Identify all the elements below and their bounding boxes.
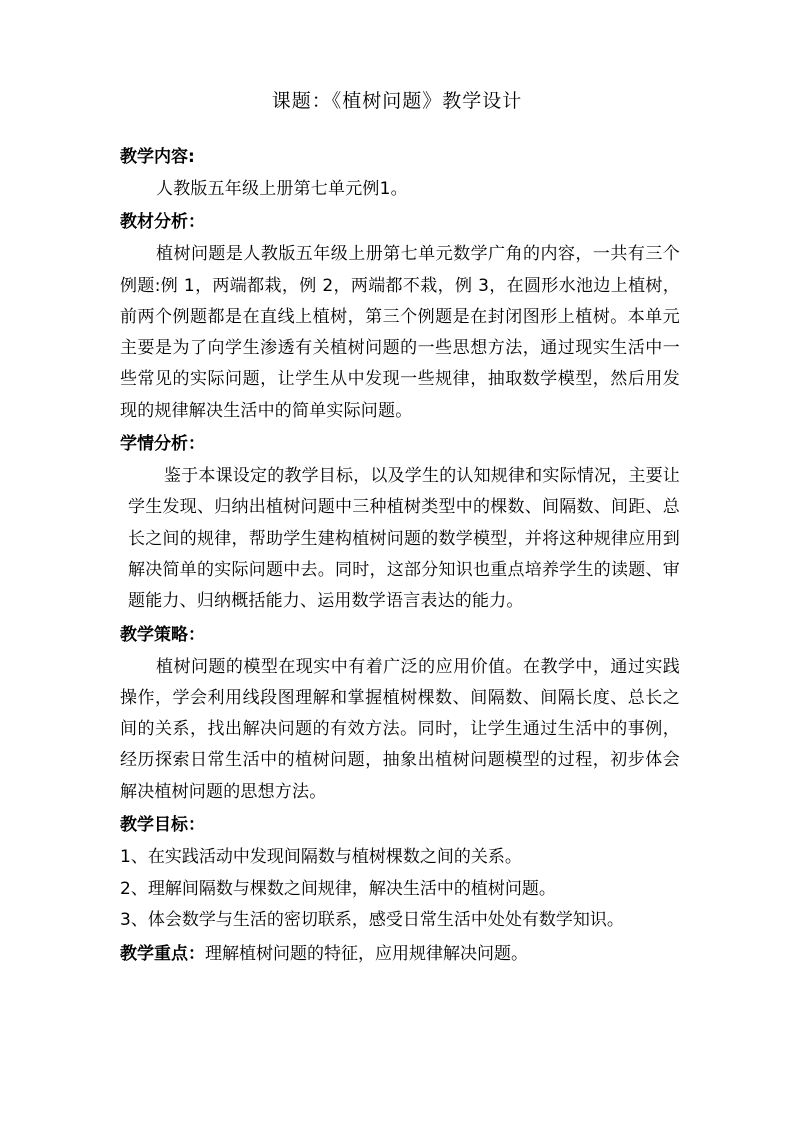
goal-item: 1、在实践活动中发现间隔数与植树棵数之间的关系。 [120, 847, 522, 868]
section-text-material: 植树问题是人教版五年级上册第七单元数学广角的内容，一共有三个例题:例 1，两端都栽，例 2，两端都不栽，例 3，在圆形水池边上植树，前两个例题都是在直线上植树，第三个例题是在封闭图形上植树。本单元主要是为了向学生渗透有关植树问题的一些思想方法，通过现实生活中一些常见的实际问题，让学生从中发现一些规律，抽取数学模型，然后用发现的规律解决生活中的简单实际问题。 [120, 244, 680, 421]
section-text-content: 人教版五年级上册第七单元例1。 [156, 179, 408, 199]
section-text-strategy: 植树问题的模型在现实中有着广泛的应用价值。在教学中，通过实践操作，学会利用线段图理解和掌握植树棵数、间隔数、间隔长度、总长之间的关系，找出解决问题的有效方法。同时，让学生通过生活中的事例，经历探索日常生活中的植树问题，抽象出植树问题模型的过程，初步体会解决植树问题的思想方法。 [120, 656, 680, 802]
section-text-learner: 鉴于本课设定的教学目标，以及学生的认知规律和实际情况，主要让学生发现、归纳出植树问题中三种植树类型中的棵数、间隔数、间距、总长之间的规律，帮助学生建构植树问题的数学模型，并将这种规律应用到解决简单的实际问题中去。同时，这部分知识也重点培养学生的读题、审题能力、归纳概括能力、运用数学语言表达的能力。 [128, 466, 680, 612]
section-heading-strategy: 教学策略： [120, 624, 205, 645]
keypoint-label: 教学重点： [120, 943, 205, 964]
document-body [120, 140, 680, 971]
section-keypoint [120, 937, 680, 971]
section-heading-learner: 学情分析： [120, 434, 205, 455]
keypoint-text: 理解植树问题的特征，应用规律解决问题。 [205, 943, 528, 964]
goal-item: 3、体会数学与生活的密切联系，感受日常生活中处处有数学知识。 [120, 910, 624, 931]
document-title: 课题：《植树问题》教学设计 [271, 90, 523, 112]
section-heading-material: 教材分析： [120, 212, 205, 233]
section-heading-goals: 教学目标： [120, 815, 205, 836]
goal-item: 2、理解间隔数与棵数之间规律，解决生活中的植树问题。 [120, 878, 556, 899]
section-heading-content: 教学内容: [120, 147, 195, 167]
